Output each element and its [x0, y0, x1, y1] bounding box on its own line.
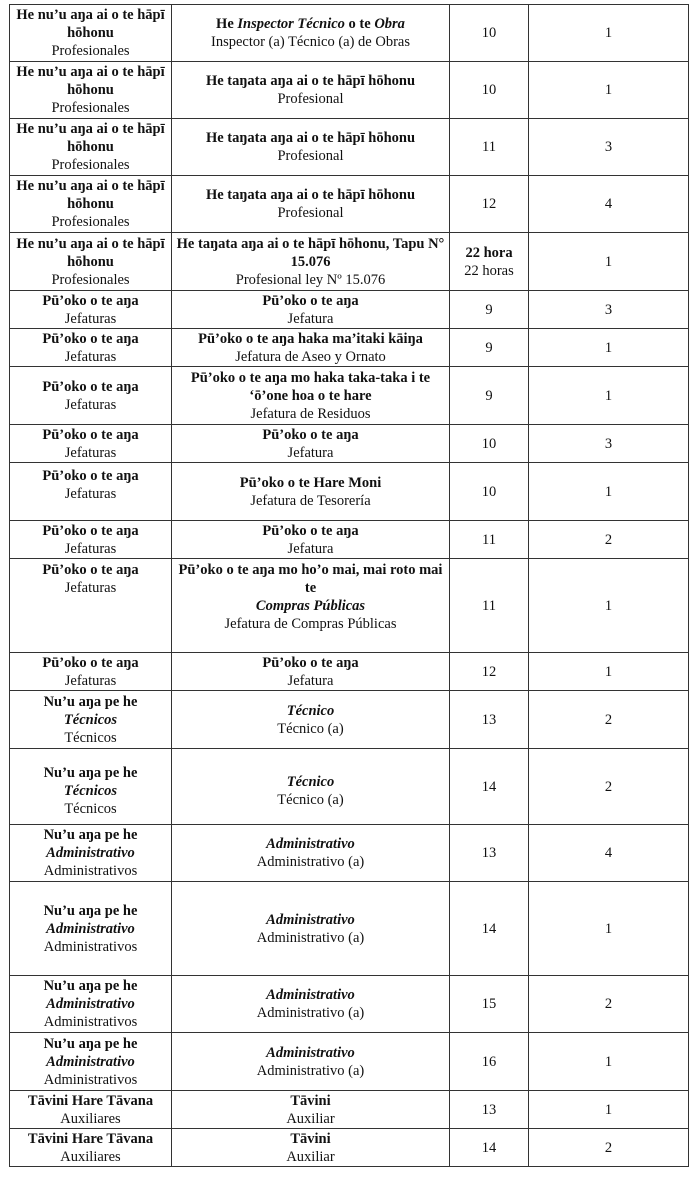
position-cell: [172, 367, 450, 425]
count-value: 1: [604, 1053, 613, 1070]
category-rapanui: He nu’u aŋa ai o te hāpī hōhonu: [16, 64, 165, 98]
category-cell: [10, 521, 172, 559]
grade-value: 14: [481, 778, 497, 795]
position-rapanui-italic: Administrativo: [266, 987, 355, 1003]
position-rapanui: He taŋata aŋa ai o te hāpī hōhonu: [205, 73, 416, 89]
count-value: 2: [604, 531, 613, 548]
category-rapanui-italic: Administrativo: [46, 845, 135, 861]
category-rapanui: Pū’oko o te aŋa: [42, 654, 139, 671]
category-spanish: Jefaturas: [64, 672, 117, 689]
grade-cell: [450, 653, 529, 691]
category-rapanui: He nu’u aŋa ai o te hāpī hōhonu: [16, 235, 165, 270]
position-cell: [172, 176, 450, 233]
position-spanish: Administrativo (a): [256, 1062, 365, 1079]
count-value: 3: [604, 301, 613, 318]
category-cell: [10, 291, 172, 329]
category-cell: [10, 5, 172, 62]
position-spanish: Profesional ley Nº 15.076: [235, 271, 386, 288]
grade-cell: [450, 825, 529, 882]
count-cell: [529, 976, 689, 1033]
position-rapanui-obra: Obra: [374, 16, 405, 32]
position-rapanui-italic: Técnico: [286, 773, 335, 790]
count-cell: [529, 367, 689, 425]
grade-cell: [450, 1129, 529, 1167]
position-spanish: Jefatura: [287, 310, 334, 327]
position-spanish: Profesional: [277, 205, 344, 221]
grade-value: 10: [481, 82, 497, 98]
position-spanish: Administrativo (a): [256, 1005, 365, 1021]
category-rapanui: Nu’u aŋa pe he: [43, 693, 138, 710]
category-rapanui: He nu’u aŋa ai o te hāpī hōhonu: [16, 7, 165, 41]
category-cell: [10, 882, 172, 976]
count-value: 1: [604, 920, 613, 937]
category-rapanui: He nu’u aŋa ai o te hāpī hōhonu: [16, 178, 165, 212]
position-rapanui: Pū’oko o te aŋa: [262, 426, 359, 443]
grade-cell: [450, 559, 529, 653]
position-cell: [172, 5, 450, 62]
grade-value: 15: [481, 996, 497, 1012]
count-cell: [529, 329, 689, 367]
category-spanish: Auxiliares: [60, 1110, 121, 1127]
grade-value: 13: [481, 1101, 497, 1118]
table-row: [10, 1129, 689, 1167]
position-spanish: Auxiliar: [286, 1110, 335, 1127]
grade-value: 10: [481, 25, 497, 41]
category-rapanui: Pū’oko o te aŋa: [42, 562, 139, 578]
grade-cell: [450, 5, 529, 62]
grade-rapanui: 22 hora: [465, 244, 513, 261]
table-row: [10, 119, 689, 176]
grade-cell: [450, 691, 529, 749]
category-cell: [10, 119, 172, 176]
category-cell: [10, 329, 172, 367]
grade-cell: [450, 62, 529, 119]
position-spanish: Inspector (a) Técnico (a) de Obras: [210, 34, 410, 50]
category-spanish: Jefaturas: [64, 444, 117, 461]
category-cell: [10, 825, 172, 882]
grade-value: 14: [481, 1139, 497, 1156]
table-row: [10, 976, 689, 1033]
category-rapanui: Pū’oko o te aŋa: [42, 468, 139, 484]
grade-value: 13: [481, 711, 497, 728]
position-spanish: Profesional: [277, 148, 344, 164]
category-cell: [10, 463, 172, 521]
position-cell: [172, 62, 450, 119]
count-value: 1: [604, 339, 613, 356]
table-row: [10, 1091, 689, 1129]
position-spanish: Profesional: [277, 91, 344, 107]
category-rapanui: Pū’oko o te aŋa: [42, 330, 139, 347]
category-cell: [10, 1033, 172, 1091]
table-row: [10, 559, 689, 653]
count-value: 3: [604, 139, 613, 155]
table-row: [10, 882, 689, 976]
position-cell: [172, 1091, 450, 1129]
category-spanish: Jefaturas: [64, 310, 117, 327]
grade-value: 9: [485, 301, 493, 318]
grade-value: 11: [482, 597, 496, 614]
category-spanish: Profesionales: [51, 157, 130, 173]
count-value: 2: [604, 1139, 613, 1156]
table-row: [10, 62, 689, 119]
position-rapanui: Tāvini: [290, 1092, 331, 1109]
count-cell: [529, 1129, 689, 1167]
category-cell: [10, 1091, 172, 1129]
grade-cell: [450, 119, 529, 176]
count-cell: [529, 119, 689, 176]
count-value: 1: [604, 253, 613, 270]
position-rapanui-italic: Compras Públicas: [255, 598, 366, 614]
grade-value: 13: [481, 845, 497, 861]
position-rapanui-italic: Administrativo: [266, 911, 355, 928]
category-rapanui-italic: Administrativo: [46, 996, 135, 1012]
grade-cell: [450, 1033, 529, 1091]
category-rapanui: Tāvini Hare Tāvana: [27, 1130, 154, 1147]
position-cell: [172, 521, 450, 559]
category-cell: [10, 749, 172, 825]
category-cell: [10, 559, 172, 653]
table-row: [10, 825, 689, 882]
position-rapanui: Pū’oko o te aŋa mo ho’o mai, mai roto mai te: [178, 562, 443, 596]
category-spanish: Jefaturas: [64, 396, 117, 413]
grade-value: 10: [481, 435, 497, 452]
position-rapanui: He taŋata aŋa ai o te hāpī hōhonu, Tapu N° 15.076: [176, 235, 445, 270]
position-rapanui-italic: Inspector Técnico: [237, 16, 345, 32]
category-cell: [10, 976, 172, 1033]
count-cell: [529, 882, 689, 976]
count-value: 4: [604, 196, 613, 212]
table-row: [10, 176, 689, 233]
category-rapanui-italic: Técnicos: [63, 782, 118, 799]
position-cell: [172, 463, 450, 521]
category-cell: [10, 691, 172, 749]
grade-cell: [450, 882, 529, 976]
count-value: 1: [604, 597, 613, 614]
position-rapanui: He taŋata aŋa ai o te hāpī hōhonu: [205, 130, 416, 146]
position-spanish: Administrativo (a): [256, 929, 365, 946]
category-spanish: Jefaturas: [64, 540, 117, 557]
position-spanish: Jefatura: [287, 540, 334, 557]
count-cell: [529, 176, 689, 233]
position-spanish: Técnico (a): [277, 791, 344, 808]
table-row: [10, 425, 689, 463]
category-cell: [10, 62, 172, 119]
position-cell: [172, 559, 450, 653]
category-spanish: Profesionales: [51, 100, 130, 116]
count-cell: [529, 691, 689, 749]
position-cell: [172, 653, 450, 691]
count-cell: [529, 5, 689, 62]
category-cell: [10, 653, 172, 691]
grade-value: 11: [482, 139, 496, 155]
position-cell: [172, 976, 450, 1033]
grade-value: 11: [482, 531, 496, 548]
position-rapanui: Pū’oko o te aŋa: [262, 522, 359, 539]
grade-cell: [450, 976, 529, 1033]
position-rapanui: Pū’oko o te Hare Moni: [239, 474, 382, 491]
count-cell: [529, 559, 689, 653]
category-rapanui: Pū’oko o te aŋa: [42, 378, 139, 395]
position-spanish: Jefatura de Tesorería: [250, 492, 371, 509]
grade-value: 16: [481, 1053, 497, 1070]
position-spanish: Auxiliar: [286, 1148, 335, 1165]
category-rapanui-italic: Administrativo: [46, 920, 135, 937]
count-cell: [529, 463, 689, 521]
position-cell: [172, 1129, 450, 1167]
category-spanish: Auxiliares: [60, 1148, 121, 1165]
grade-value: 9: [485, 387, 493, 404]
position-rapanui: Pū’oko o te aŋa: [262, 654, 359, 671]
table-row: [10, 367, 689, 425]
position-cell: [172, 749, 450, 825]
category-cell: [10, 176, 172, 233]
position-cell: [172, 291, 450, 329]
category-rapanui: Nu’u aŋa pe he: [43, 827, 138, 843]
count-cell: [529, 62, 689, 119]
grade-spanish: 22 horas: [464, 262, 514, 279]
position-rapanui-italic: Administrativo: [266, 836, 355, 852]
position-cell: [172, 691, 450, 749]
count-value: 1: [604, 663, 613, 680]
count-cell: [529, 825, 689, 882]
category-spanish: Administrativos: [43, 1071, 138, 1088]
position-rapanui-italic: Administrativo: [266, 1044, 355, 1061]
grade-cell: [450, 176, 529, 233]
count-cell: [529, 291, 689, 329]
category-cell: [10, 233, 172, 291]
table-row: [10, 233, 689, 291]
position-rapanui-he: He: [216, 16, 234, 32]
category-rapanui: He nu’u aŋa ai o te hāpī hōhonu: [16, 121, 165, 155]
position-cell: [172, 825, 450, 882]
table-row: [10, 463, 689, 521]
grade-cell: [450, 521, 529, 559]
count-value: 4: [604, 845, 613, 861]
count-value: 1: [604, 1101, 613, 1118]
position-rapanui: Tāvini: [290, 1130, 331, 1147]
position-spanish: Técnico (a): [277, 720, 344, 737]
category-rapanui: Pū’oko o te aŋa: [42, 522, 139, 539]
category-rapanui: Nu’u aŋa pe he: [43, 1035, 138, 1052]
grade-cell: [450, 425, 529, 463]
staff-positions-table: [9, 4, 689, 1167]
table-row: [10, 653, 689, 691]
position-spanish: Jefatura de Aseo y Ornato: [235, 348, 386, 365]
position-cell: [172, 882, 450, 976]
table-row: [10, 521, 689, 559]
category-spanish: Profesionales: [51, 214, 130, 230]
count-value: 3: [604, 435, 613, 452]
count-value: 2: [604, 711, 613, 728]
count-value: 1: [604, 82, 613, 98]
position-rapanui: Pū’oko o te aŋa mo haka taka-taka i te ‘ō’one hoa o te hare: [190, 369, 431, 404]
position-rapanui: Pū’oko o te aŋa: [262, 292, 359, 309]
category-rapanui: Pū’oko o te aŋa: [42, 426, 139, 443]
position-rapanui-italic: Técnico: [286, 702, 335, 719]
category-spanish: Profesionales: [51, 271, 130, 288]
grade-value: 10: [481, 483, 497, 500]
table-row: [10, 1033, 689, 1091]
position-cell: [172, 119, 450, 176]
position-spanish: Jefatura: [287, 672, 334, 689]
table-row: [10, 691, 689, 749]
count-value: 1: [604, 483, 613, 500]
position-cell: [172, 233, 450, 291]
grade-cell: [450, 367, 529, 425]
count-cell: [529, 1033, 689, 1091]
grade-cell: [450, 329, 529, 367]
count-cell: [529, 653, 689, 691]
category-spanish: Jefaturas: [64, 486, 117, 502]
position-rapanui-o-te: o te: [348, 16, 371, 32]
position-rapanui: [175, 15, 446, 33]
category-spanish: Administrativos: [43, 1014, 138, 1030]
grade-cell: [450, 233, 529, 291]
table-row: [10, 5, 689, 62]
position-spanish: Jefatura de Compras Públicas: [224, 616, 397, 632]
grade-value: 14: [481, 920, 497, 937]
category-cell: [10, 1129, 172, 1167]
grade-cell: [450, 1091, 529, 1129]
category-spanish: Jefaturas: [64, 580, 117, 596]
count-cell: [529, 233, 689, 291]
count-value: 1: [604, 387, 613, 404]
count-cell: [529, 749, 689, 825]
position-spanish: Jefatura de Residuos: [250, 405, 371, 422]
category-spanish: Técnicos: [64, 800, 117, 817]
category-spanish: Administrativos: [43, 863, 138, 879]
category-spanish: Técnicos: [64, 729, 117, 746]
count-cell: [529, 1091, 689, 1129]
category-spanish: Profesionales: [51, 43, 130, 59]
position-spanish: Jefatura: [287, 444, 334, 461]
category-rapanui-italic: Administrativo: [46, 1053, 135, 1070]
grade-value: 12: [481, 196, 497, 212]
table-row: [10, 749, 689, 825]
position-rapanui: He taŋata aŋa ai o te hāpī hōhonu: [205, 187, 416, 203]
position-cell: [172, 329, 450, 367]
position-rapanui: Pū’oko o te aŋa haka ma’itaki kāiŋa: [198, 330, 423, 347]
category-rapanui: Nu’u aŋa pe he: [43, 978, 138, 994]
category-rapanui: Nu’u aŋa pe he: [43, 764, 138, 781]
position-spanish: Administrativo (a): [256, 854, 365, 870]
grade-cell: [450, 291, 529, 329]
category-spanish: Administrativos: [43, 938, 138, 955]
position-cell: [172, 425, 450, 463]
grade-cell: [450, 463, 529, 521]
grade-value: 12: [481, 663, 497, 680]
position-cell: [172, 1033, 450, 1091]
category-rapanui: Nu’u aŋa pe he: [43, 902, 138, 919]
count-cell: [529, 521, 689, 559]
category-cell: [10, 367, 172, 425]
category-spanish: Jefaturas: [64, 348, 117, 365]
category-rapanui-italic: Técnicos: [63, 711, 118, 728]
grade-value: 9: [485, 339, 493, 356]
table-row: [10, 291, 689, 329]
grade-cell: [450, 749, 529, 825]
count-value: 2: [604, 778, 613, 795]
count-value: 1: [604, 25, 613, 41]
table-row: [10, 329, 689, 367]
category-cell: [10, 425, 172, 463]
category-rapanui: Pū’oko o te aŋa: [42, 292, 139, 309]
count-cell: [529, 425, 689, 463]
category-rapanui: Tāvini Hare Tāvana: [27, 1092, 154, 1109]
count-value: 2: [604, 996, 613, 1012]
